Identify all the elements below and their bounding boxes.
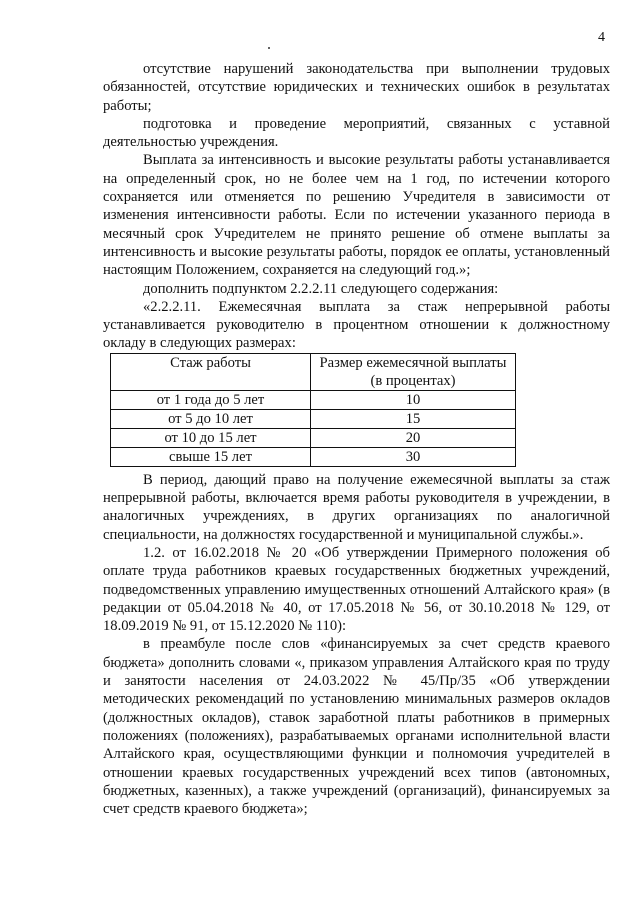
paragraph: 1.2. от 16.02.2018 № 20 «Об утверждении Примерного положения об оплате труда работников краевых государственных бюджетных учреждений, подведомственных управлению имущественных отношений Алтайского края» (в редакции от 05.04.2018 № 40, от 17.05.2018 № 56, от 30.10.2018 № 129, от 18.09.2019 № 91, от 15.12.2020 № 110): — [103, 544, 610, 635]
table-cell: от 5 до 10 лет — [111, 409, 311, 428]
paragraph: подготовка и проведение мероприятий, связанных с уставной деятельностью учреждения. — [103, 115, 610, 151]
table-cell: от 1 года до 5 лет — [111, 390, 311, 409]
paragraph: дополнить подпунктом 2.2.2.11 следующего содержания: — [143, 280, 499, 297]
table-row — [111, 428, 516, 447]
table-row — [111, 447, 516, 466]
table-header-cell: Стаж работы — [111, 353, 311, 390]
table-cell: 15 — [311, 409, 516, 428]
table-header-row — [111, 353, 516, 390]
paragraph: Выплата за интенсивность и высокие результаты работы устанавливается на определенный срок, но не более чем на 1 год, по истечении которого сохраняется или отменяется по решению Учредителя в зависимости от изменения интенсивности работы. Если по истечении указанного периода в месячный срок Учредителем не принято решение об отмене выплаты за интенсивность и высокие результаты работы, порядок ее оплаты, установленный настоящим Положением, сохраняется на следующий год.»; — [103, 152, 610, 279]
table-cell: 30 — [311, 447, 516, 466]
rates-table — [110, 353, 516, 467]
paragraph: отсутствие нарушений законодательства при выполнении трудовых обязанностей, отсутствие юридических и технических ошибок в результатах работы; — [103, 61, 610, 114]
table-cell: 10 — [311, 390, 516, 409]
paragraph: В период, дающий право на получение ежемесячной выплаты за стаж непрерывной работы, включается время работы руководителя в учреждении, в аналогичных учреждениях, в других организациях по аналогичной специальности, на должностях государственной и муниципальной службы.». — [103, 471, 610, 543]
table-cell: 20 — [311, 428, 516, 447]
paragraph: в преамбуле после слов «финансируемых за счет средств краевого бюджета» дополнить словами «, приказом управления Алтайского края по труду и занятости населения от 24.03.2022 № 45/Пр/35 «Об утверждении методических рекомендаций по установлению минимальных размеров окладов (должностных окладов), ставок заработной платы работников в примерных положениях (положениях), разрабатываемых органами исполнительной власти Алтайского края, осуществляющими функции и полномочия учредителей в отношении краевых государственных учреждений всех типов (автономных, бюджетных, казенных), а также учреждений (организаций), финансируемых за счет средств краевого бюджета»; — [103, 636, 610, 818]
table-cell: от 10 до 15 лет — [111, 428, 311, 447]
table-row — [111, 409, 516, 428]
paragraph: «2.2.2.11. Ежемесячная выплата за стаж непрерывной работы устанавливается руководителю в процентном отношении к должностному окладу в следующих размерах: — [103, 298, 610, 352]
table-row — [111, 390, 516, 409]
page-number: 4 — [598, 30, 605, 45]
table-header-cell: Размер ежемесячной выплаты (в процентах) — [311, 353, 516, 390]
speck-mark — [268, 47, 270, 49]
table-cell: свыше 15 лет — [111, 447, 311, 466]
document-body — [103, 60, 610, 818]
